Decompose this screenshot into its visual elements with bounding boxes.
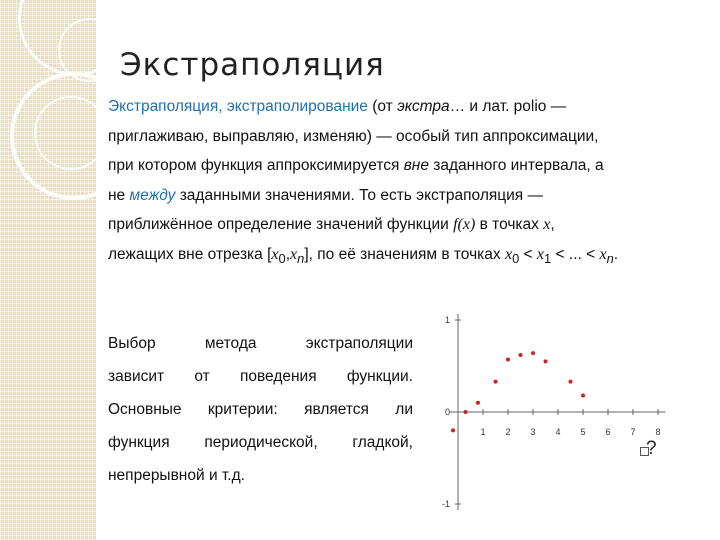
definition-paragraph [108, 92, 696, 273]
x-tick-label: 4 [555, 427, 561, 437]
data-point [506, 358, 510, 362]
formula-x: x [599, 245, 607, 263]
text-fragment: , [550, 216, 555, 233]
paragraph-line: непрерывной и т.д. [108, 467, 245, 484]
data-point [544, 359, 548, 363]
formula-x: x [543, 216, 551, 233]
text-fragment: < [519, 245, 537, 263]
x-tick-label: 5 [580, 427, 586, 437]
italic-fragment: экстра [397, 98, 450, 115]
subscript: 0 [512, 250, 520, 266]
text-fragment: в точках [475, 216, 544, 233]
subscript: n [297, 250, 305, 266]
paragraph-line [108, 210, 696, 240]
formula-x: x [290, 245, 298, 263]
slide-title: Экстраполяция [120, 46, 385, 83]
text-fragment: не [108, 186, 130, 204]
x-tick-label: 2 [505, 427, 511, 437]
paragraph-line: Основные критерии: является ли [108, 401, 413, 418]
paragraph-line: функция периодической, гладкой, [108, 434, 413, 451]
data-point [519, 353, 523, 357]
text-fragment: лежащих вне отрезка [ [108, 245, 272, 263]
y-tick-label: -1 [441, 499, 450, 509]
formula-fx: f(x) [453, 216, 476, 233]
paragraph-line [108, 240, 696, 274]
paragraph-line [108, 181, 696, 211]
data-point [476, 401, 480, 405]
x-tick-label: 8 [655, 427, 661, 437]
text-fragment: , [285, 245, 291, 263]
paragraph-line: приглаживаю, выправляю, изменяю) — особый тип аппроксимации, [108, 127, 599, 145]
text-fragment: (от [367, 98, 398, 115]
text-fragment: заданными значениями. То есть экстраполяция — [175, 186, 543, 204]
y-tick-label: 0 [444, 407, 450, 417]
link-between[interactable]: между [129, 186, 176, 204]
subscript: 0 [278, 250, 286, 266]
text-fragment: … и лат. polio — [449, 98, 567, 115]
paragraph-line: зависит от поведения функции. [108, 368, 413, 385]
text-fragment: заданного интервала, а [428, 157, 604, 174]
extrapolation-scatter-chart [440, 305, 685, 515]
x-tick-label: 1 [480, 427, 486, 437]
data-point [569, 380, 573, 384]
text-fragment: приближённое определение значений функции [108, 216, 454, 233]
question-mark: ? [646, 438, 657, 459]
decorative-side-stripe [0, 0, 96, 540]
text-fragment: при котором функция аппроксимируется [108, 157, 404, 174]
method-choice-paragraph [108, 327, 413, 492]
paragraph-line: Выбор метода экстраполяции [108, 335, 413, 352]
formula-x: x [271, 245, 279, 263]
formula-x: x [536, 245, 545, 263]
x-tick-label: 6 [605, 427, 611, 437]
paragraph-line [108, 92, 696, 122]
data-point [451, 428, 455, 432]
y-tick-label: 1 [444, 315, 450, 325]
x-tick-label: 3 [530, 427, 536, 437]
data-point [581, 393, 585, 397]
data-point [531, 351, 535, 355]
paragraph-line [108, 151, 696, 181]
data-point [464, 410, 468, 414]
subscript: 1 [544, 250, 552, 266]
text-fragment: ], по её значениям в точках [304, 245, 505, 263]
italic-fragment: вне [403, 157, 429, 174]
data-point [494, 380, 498, 384]
text-fragment: . [613, 245, 619, 263]
text-fragment: < ... < [551, 245, 600, 263]
term-highlight: Экстраполяция, экстраполирование [108, 98, 368, 115]
x-tick-label: 7 [630, 427, 636, 437]
formula-x: x [504, 245, 513, 263]
subscript: n [606, 250, 614, 266]
